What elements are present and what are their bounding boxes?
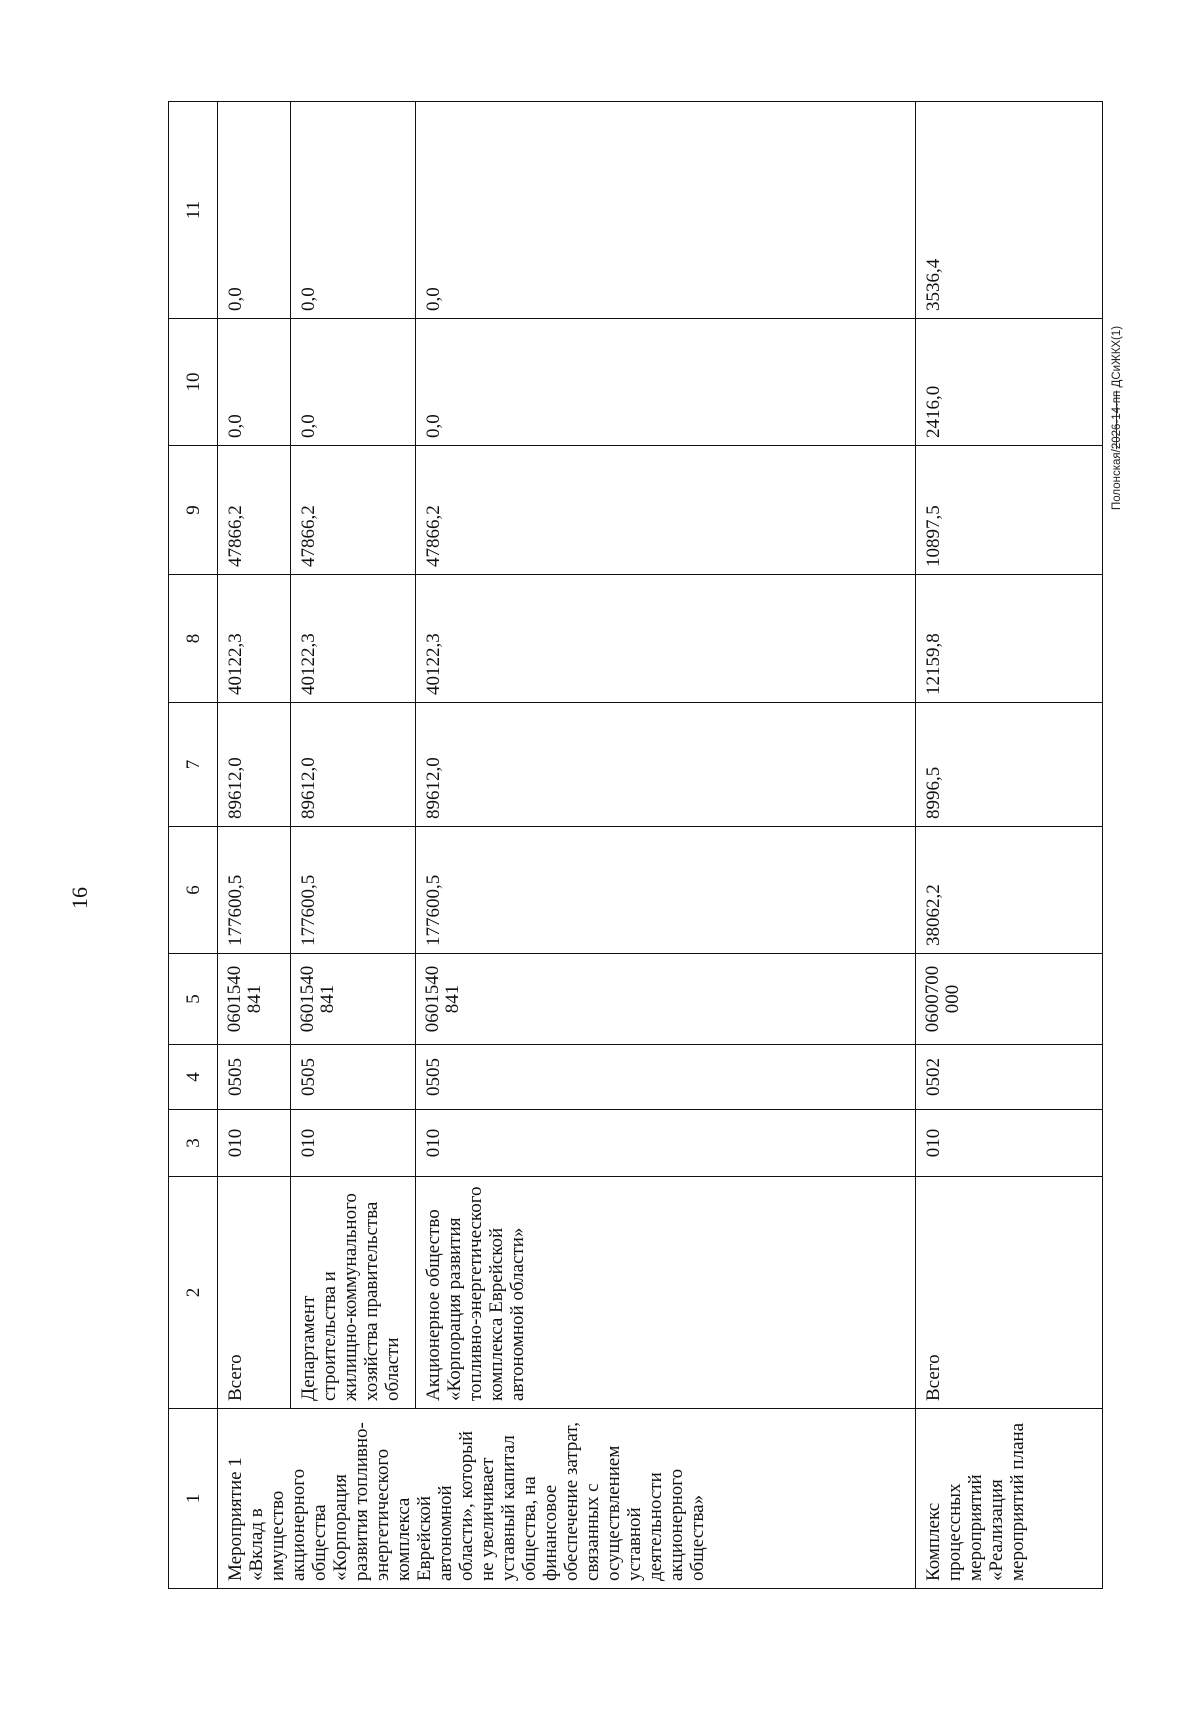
- cell-value: 40122,3: [416, 575, 916, 703]
- cell-value: 89612,0: [291, 703, 416, 827]
- cell-value: 0,0: [416, 102, 916, 319]
- cell-value: 47866,2: [218, 446, 291, 575]
- cell-code: 0601540 841: [291, 954, 416, 1045]
- cell-value: 10897,5: [916, 446, 1103, 575]
- cell-value: 40122,3: [291, 575, 416, 703]
- header-cell: 11: [169, 102, 218, 319]
- cell-value: 89612,0: [416, 703, 916, 827]
- cell-value: 177600,5: [291, 827, 416, 954]
- budget-table: [168, 101, 1103, 1589]
- cell-code: 0505: [291, 1045, 416, 1110]
- footer-struck-text: 2026-14-пп: [1111, 390, 1123, 450]
- cell-value: 0,0: [416, 319, 916, 446]
- cell-code: 0505: [218, 1045, 291, 1110]
- cell-code: 010: [916, 1110, 1103, 1177]
- budget-table-container: [168, 102, 1103, 1589]
- cell-value: 40122,3: [218, 575, 291, 703]
- cell-recipient: Всего: [218, 1177, 291, 1409]
- footer-prefix: Полонская/: [1111, 449, 1123, 510]
- cell-recipient: Всего: [916, 1177, 1103, 1409]
- cell-value: 89612,0: [218, 703, 291, 827]
- header-cell: 10: [169, 319, 218, 446]
- cell-value: 3536,4: [916, 102, 1103, 319]
- cell-value: 8996,5: [916, 703, 1103, 827]
- cell-recipient: Департамент строительства и жилищно-коммунального хозяйства правительства области: [291, 1177, 416, 1409]
- cell-code: 0505: [416, 1045, 916, 1110]
- cell-value: 38062,2: [916, 827, 1103, 954]
- cell-value: 177600,5: [416, 827, 916, 954]
- header-cell: 7: [169, 703, 218, 827]
- cell-recipient: Акционерное общество «Корпорация развития топливно-энергетического комплекса Еврейской автономной области»: [416, 1177, 916, 1409]
- cell-value: 0,0: [291, 102, 416, 319]
- header-cell: 9: [169, 446, 218, 575]
- page-number: 16: [67, 887, 92, 909]
- header-cell: 1: [169, 1409, 218, 1589]
- measure-1-title: Мероприятие 1 «Вклад в имущество акционерного общества «Корпорация развития топливно-энергетического комплекса Еврейской автономной области», который не увеличивает уставный капитал общества, на финансовое обеспечение затрат, связанных с осуществлением уставной деятельности акционерного общества»: [218, 1409, 916, 1589]
- header-cell: 5: [169, 954, 218, 1045]
- header-cell: 4: [169, 1045, 218, 1110]
- table-row: [291, 102, 416, 1589]
- cell-value: 2416,0: [916, 319, 1103, 446]
- header-row: [169, 102, 218, 1589]
- cell-value: 0,0: [218, 319, 291, 446]
- header-cell: 6: [169, 827, 218, 954]
- cell-code: 010: [218, 1110, 291, 1177]
- footer-note: [1109, 30, 1125, 510]
- table-row: [218, 102, 291, 1589]
- cell-value: 0,0: [291, 319, 416, 446]
- cell-code: 0601540 841: [218, 954, 291, 1045]
- header-cell: 3: [169, 1110, 218, 1177]
- cell-code: 010: [416, 1110, 916, 1177]
- cell-value: 47866,2: [291, 446, 416, 575]
- cell-code: 010: [291, 1110, 416, 1177]
- cell-code: 0600700 000: [916, 954, 1103, 1045]
- cell-value: 0,0: [218, 102, 291, 319]
- cell-value: 177600,5: [218, 827, 291, 954]
- header-cell: 2: [169, 1177, 218, 1409]
- header-cell: 8: [169, 575, 218, 703]
- cell-value: 12159,8: [916, 575, 1103, 703]
- footer-suffix: ДСиЖКХ(1): [1111, 325, 1123, 391]
- table-row: [416, 102, 916, 1589]
- complex-title: Комплекс процессных мероприятий «Реализация мероприятий плана: [916, 1409, 1103, 1589]
- cell-code: 0601540 841: [416, 954, 916, 1045]
- cell-code: 0502: [916, 1045, 1103, 1110]
- table-row: [916, 102, 1103, 1589]
- cell-value: 47866,2: [416, 446, 916, 575]
